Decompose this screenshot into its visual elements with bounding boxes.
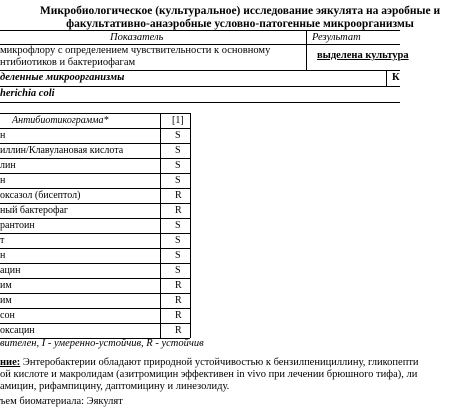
table-row <box>0 188 190 203</box>
table-row <box>0 218 190 233</box>
antibiotic-name: т <box>0 235 5 246</box>
report-title-line1: Микробиологическое (культуральное) исследование эякулята на аэробные и <box>39 5 441 17</box>
antibiotic-result: R <box>175 205 182 216</box>
antibiotic-result: S <box>175 235 181 246</box>
antibiotic-name: им <box>0 295 12 306</box>
row-divider <box>0 128 190 129</box>
report-title <box>30 5 450 31</box>
row-divider <box>0 248 190 249</box>
organisms-row-divider <box>0 86 400 87</box>
row-divider <box>0 278 190 279</box>
indicator-column-header: Показатель <box>110 32 164 43</box>
antibiotic-name: иллин/Клавулановая кислота <box>0 145 124 156</box>
antibiotic-result: S <box>175 220 181 231</box>
antibiotic-result: R <box>175 280 182 291</box>
antibiotic-name: им <box>0 280 12 291</box>
note-label: ние: <box>0 357 21 368</box>
antibiotic-result: S <box>175 265 181 276</box>
table-row <box>0 308 190 323</box>
table-row <box>0 278 190 293</box>
result-column-header: Результат <box>312 32 361 43</box>
row-divider <box>0 173 190 174</box>
row-divider <box>0 293 190 294</box>
result-column-divider <box>306 30 307 70</box>
organism-row-divider <box>0 102 400 103</box>
antibiotic-name: н <box>0 175 6 186</box>
table-row <box>0 143 190 158</box>
test-description-line1: микрофлору с определением чувствительности к основному <box>0 45 271 56</box>
table-top-border <box>0 30 400 31</box>
organisms-right-divider <box>386 70 387 86</box>
row-divider <box>0 263 190 264</box>
antibiotic-name: н <box>0 250 6 261</box>
antibiogram-col-header: [1] <box>172 115 184 126</box>
organisms-header: деленные микроорганизмы <box>0 72 125 83</box>
table-row <box>0 158 190 173</box>
antibiotic-name: оксацин <box>0 325 35 336</box>
table-row <box>0 323 190 338</box>
antibiogram-header: Антибиотикограмма* <box>12 115 109 126</box>
antibiotic-name: лин <box>0 160 16 171</box>
antibiogram-table <box>0 113 200 338</box>
table-row <box>0 173 190 188</box>
report-title-line2: факультативно-анаэробные условно-патогенные микроорганизмы <box>66 18 414 30</box>
row-divider <box>0 308 190 309</box>
note-line1 <box>0 357 419 369</box>
legend-text: вителен, I - умеренно-устойчив, R - устойчив <box>0 338 204 349</box>
test-row-divider <box>0 70 400 71</box>
row-divider <box>0 233 190 234</box>
table-row <box>0 128 190 143</box>
table-row <box>0 203 190 218</box>
antibiogram-col-divider-right <box>190 113 191 338</box>
antibiotic-result: S <box>175 250 181 261</box>
organism-name: herichia coli <box>0 88 55 99</box>
antibiotic-result: S <box>175 130 181 141</box>
antibiotic-result: R <box>175 325 182 336</box>
antibiotic-name: н <box>0 130 6 141</box>
note-line3: амицин, рифампицину, даптомицину и линезолиду. <box>0 381 230 392</box>
test-description-line2: нтибиотиков и бактериофагам <box>0 57 136 68</box>
antibiotic-result: S <box>175 160 181 171</box>
antibiotic-result: S <box>175 175 181 186</box>
table-row <box>0 248 190 263</box>
table-row <box>0 233 190 248</box>
antibiotic-name: ный бактерофаг <box>0 205 69 216</box>
note-line2: ой кислоте и макролидам (азитромицин эффективен in vivo при лечении брюшного тифа), ли <box>0 369 418 380</box>
test-result-value: выделена культура <box>317 50 409 61</box>
antibiotic-name: оксазол (бисептол) <box>0 190 81 201</box>
antibiotic-name: рантоин <box>0 220 35 231</box>
row-divider <box>0 158 190 159</box>
antibiotic-result: R <box>175 190 182 201</box>
organisms-header-right: К <box>392 72 400 83</box>
antibiotic-name: сон <box>0 310 15 321</box>
footer-text: ъем биоматериала: Эякулят <box>0 396 123 407</box>
antibiotic-name: ацин <box>0 265 21 276</box>
table-row <box>0 263 190 278</box>
table-row <box>0 293 190 308</box>
antibiotic-result: R <box>175 310 182 321</box>
antibiotic-result: R <box>175 295 182 306</box>
note-line1-text: Энтеробактерии обладают природной устойчивостью к бензилпенициллину, гликопепти <box>20 357 419 368</box>
antibiotic-result: S <box>175 145 181 156</box>
antibiogram-col-divider-left <box>160 113 161 338</box>
